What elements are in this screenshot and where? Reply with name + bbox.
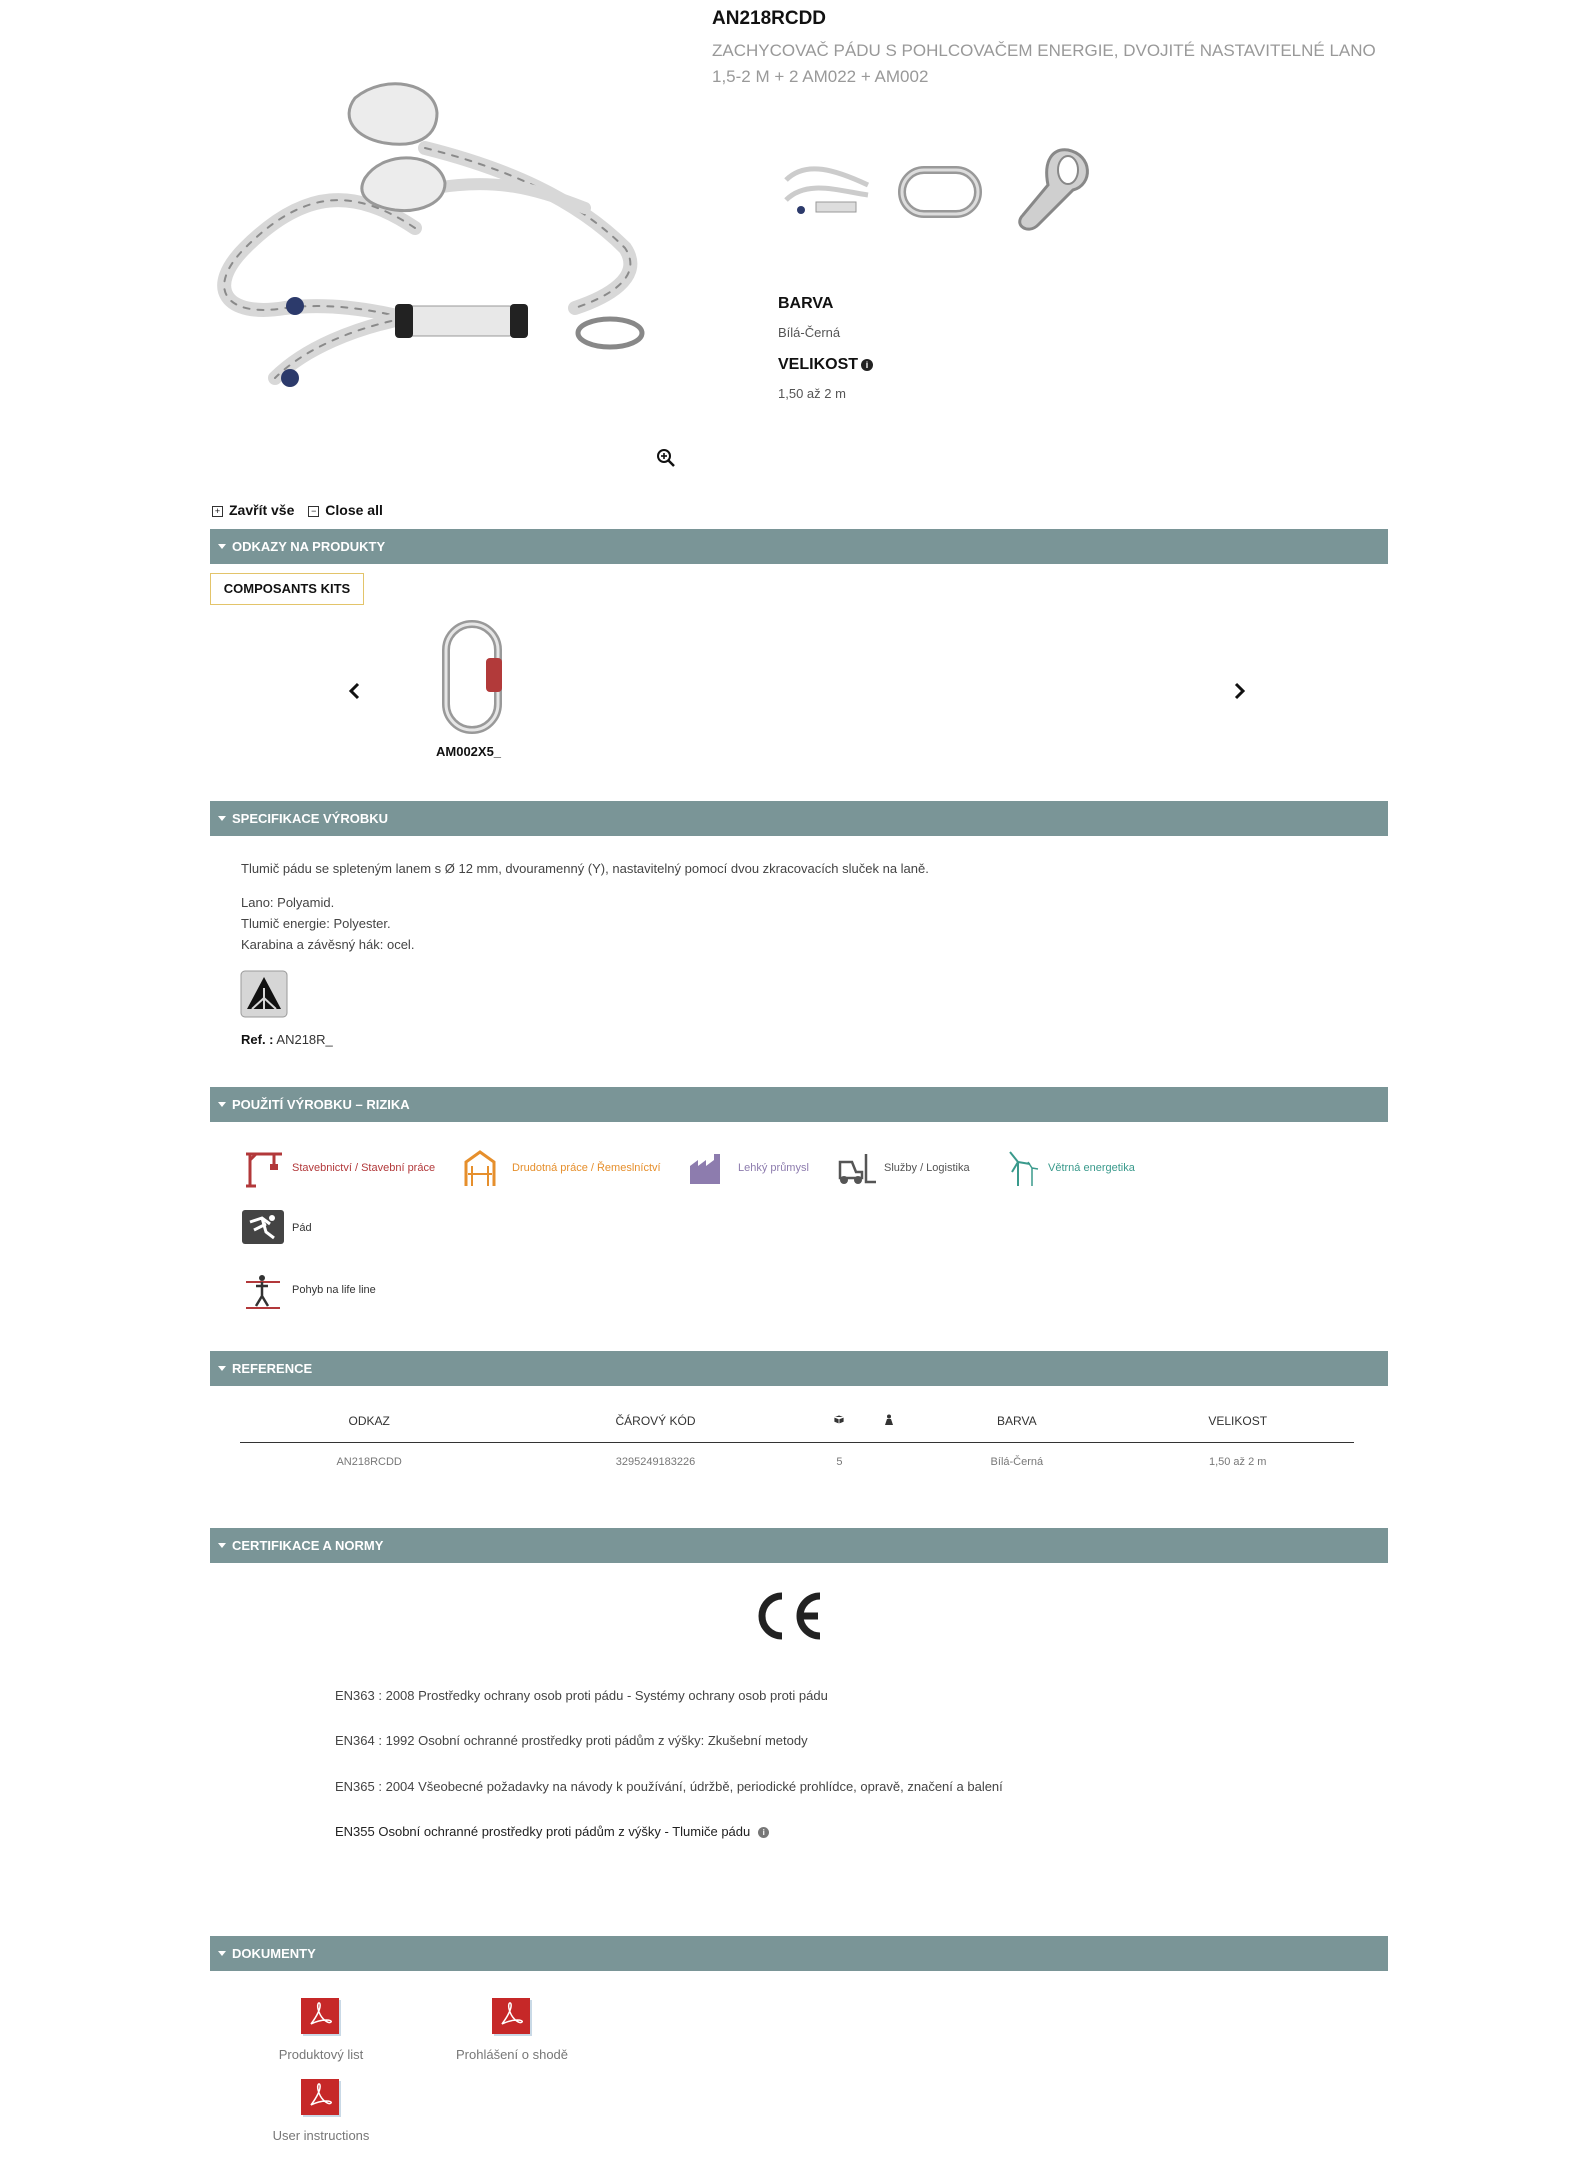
usage-item-logistics	[832, 1148, 970, 1188]
section-header-certification[interactable]	[210, 1528, 1388, 1563]
usage-item-fall	[240, 1208, 312, 1248]
table-header-row	[240, 1400, 1354, 1443]
info-icon[interactable]: i	[758, 1827, 769, 1838]
col-header-package	[813, 1400, 867, 1443]
caret-down-icon	[218, 1543, 226, 1548]
cell-color: Bílá-Černá	[990, 1456, 1044, 1468]
tab-composants-kits[interactable]: COMPOSANTS KITS	[210, 573, 364, 605]
size-label-row	[778, 356, 873, 374]
cell-person	[866, 1443, 912, 1482]
info-icon[interactable]: i	[861, 359, 873, 371]
plus-square-icon: +	[212, 506, 223, 517]
product-main-image[interactable]	[205, 78, 690, 423]
document-label: Produktový list	[278, 2047, 364, 2062]
toggle-bar	[212, 502, 393, 518]
product-subtitle: ZACHYCOVAČ PÁDU S POHLCOVAČEM ENERGIE, DVOJITÉ NASTAVITELNÉ LANO 1,5-2 M + 2 AM022 + AM002	[712, 41, 1376, 86]
norm-item: EN364 : 1992 Osobní ochranné prostředky proti pádům z výšky: Zkušební metody	[335, 1733, 808, 1748]
size-label: VELIKOST	[778, 356, 859, 373]
cell-reference: AN218RCDD	[336, 1456, 402, 1468]
fall-icon	[240, 1208, 286, 1248]
zoom-icon[interactable]	[656, 448, 676, 468]
lifeline-icon	[240, 1270, 286, 1310]
close-all-label: Close all	[325, 502, 383, 518]
spec-material: Karabina a závěsný hák: ocel.	[241, 937, 415, 952]
person-icon	[884, 1414, 894, 1425]
caret-down-icon	[218, 1102, 226, 1107]
spec-material: Lano: Polyamid.	[241, 895, 335, 910]
spec-reference	[241, 1032, 333, 1047]
usage-item-wind-energy	[996, 1148, 1135, 1188]
thumbnail-lanyard[interactable]	[776, 140, 880, 244]
caret-down-icon	[218, 1366, 226, 1371]
section-header-usage-risks[interactable]	[210, 1087, 1388, 1122]
usage-item-lifeline	[240, 1270, 376, 1310]
norm-item: EN365 : 2004 Všeobecné požadavky na návody k používání, údržbě, periodické prohlídce, opravě, značení a balení	[335, 1779, 1003, 1794]
norm-text: EN355 Osobní ochranné prostředky proti pádům z výšky - Tlumiče pádu	[335, 1824, 751, 1839]
col-header-size: VELIKOST	[1121, 1400, 1354, 1443]
usage-label: Drudotná práce / Řemeslníctví	[512, 1162, 661, 1174]
pdf-icon	[299, 2077, 343, 2119]
spec-description: Tlumič pádu se spleteným lanem s Ø 12 mm, dvouramenný (Y), nastavitelný pomocí dvou zkracovacích sluček na laně.	[241, 861, 929, 876]
size-value: 1,50 až 2 m	[778, 386, 846, 401]
chevron-left-icon[interactable]	[344, 680, 366, 702]
color-value: Bílá-Černá	[778, 325, 841, 340]
section-title: DOKUMENTY	[232, 1946, 316, 1961]
usage-item-construction	[240, 1148, 435, 1188]
related-product-carabiner-image[interactable]	[434, 618, 512, 736]
document-label: User instructions	[272, 2128, 370, 2143]
pdf-icon	[299, 1996, 343, 2038]
caret-down-icon	[218, 544, 226, 549]
reference-table	[240, 1400, 1354, 1481]
section-title: POUŽITÍ VÝROBKU – RIZIKA	[232, 1097, 410, 1112]
document-product-sheet[interactable]	[241, 1996, 401, 2064]
section-title: SPECIFIKACE VÝROBKU	[232, 811, 389, 826]
usage-item-craft	[460, 1148, 661, 1188]
ref-label: Ref. :	[241, 1032, 274, 1047]
usage-label: Služby / Logistika	[884, 1162, 970, 1174]
factory-icon	[686, 1148, 732, 1188]
norm-item: EN363 : 2008 Prostředky ochrany osob proti pádu - Systémy ochrany osob proti pádu	[335, 1688, 828, 1703]
document-declaration-of-conformity[interactable]	[432, 1996, 592, 2064]
color-label: BARVA	[778, 295, 834, 312]
usage-label: Pád	[292, 1222, 312, 1234]
open-all-label: Zavřít vše	[229, 502, 295, 518]
cell-package-qty: 5	[836, 1456, 843, 1468]
spec-material: Tlumič energie: Polyester.	[241, 916, 391, 931]
col-header-person	[866, 1400, 912, 1443]
forklift-icon	[832, 1148, 878, 1188]
table-row[interactable]	[240, 1443, 1354, 1482]
open-all-toggle[interactable]	[212, 502, 294, 518]
product-code: AN218RCDD	[712, 8, 827, 29]
document-label: Prohlášení o shodě	[455, 2047, 569, 2062]
chevron-right-icon[interactable]	[1228, 680, 1250, 702]
section-title: REFERENCE	[232, 1361, 313, 1376]
cell-barcode: 3295249183226	[615, 1456, 696, 1468]
ce-mark-icon	[752, 1588, 828, 1644]
usage-label: Lehký průmysl	[738, 1162, 809, 1174]
usage-item-light-industry	[686, 1148, 809, 1188]
ref-value: AN218R_	[276, 1032, 333, 1047]
norm-item-with-info	[335, 1824, 769, 1839]
pdf-icon	[490, 1996, 534, 2038]
minus-square-icon: −	[308, 506, 319, 517]
document-user-instructions[interactable]	[241, 2077, 401, 2145]
box-icon	[833, 1414, 845, 1425]
section-header-reference[interactable]	[210, 1351, 1388, 1386]
col-header-barcode: ČÁROVÝ KÓD	[498, 1400, 812, 1443]
section-title: ODKAZY NA PRODUKTY	[232, 539, 386, 554]
cell-size: 1,50 až 2 m	[1208, 1456, 1267, 1468]
usage-label: Pohyb na life line	[292, 1284, 376, 1296]
section-header-product-links[interactable]	[210, 529, 1388, 564]
col-header-color: BARVA	[912, 1400, 1121, 1443]
section-title: CERTIFIKACE A NORMY	[232, 1538, 384, 1553]
close-all-toggle[interactable]	[308, 502, 383, 518]
related-product-name[interactable]: AM002X5_	[436, 744, 502, 759]
col-header-reference: ODKAZ	[240, 1400, 498, 1443]
thumbnail-carabiner[interactable]	[888, 140, 992, 244]
section-header-specification[interactable]	[210, 801, 1388, 836]
scaffold-house-icon	[460, 1148, 506, 1188]
wind-turbine-icon	[996, 1148, 1042, 1188]
caret-down-icon	[218, 1951, 226, 1956]
delta-brand-logo-icon	[240, 970, 288, 1018]
usage-label: Stavebnictví / Stavební práce	[292, 1162, 436, 1174]
usage-label: Větrná energetika	[1048, 1162, 1135, 1174]
crane-icon	[240, 1148, 286, 1188]
thumbnail-hook[interactable]	[998, 140, 1102, 244]
caret-down-icon	[218, 816, 226, 821]
section-header-documents[interactable]	[210, 1936, 1388, 1971]
